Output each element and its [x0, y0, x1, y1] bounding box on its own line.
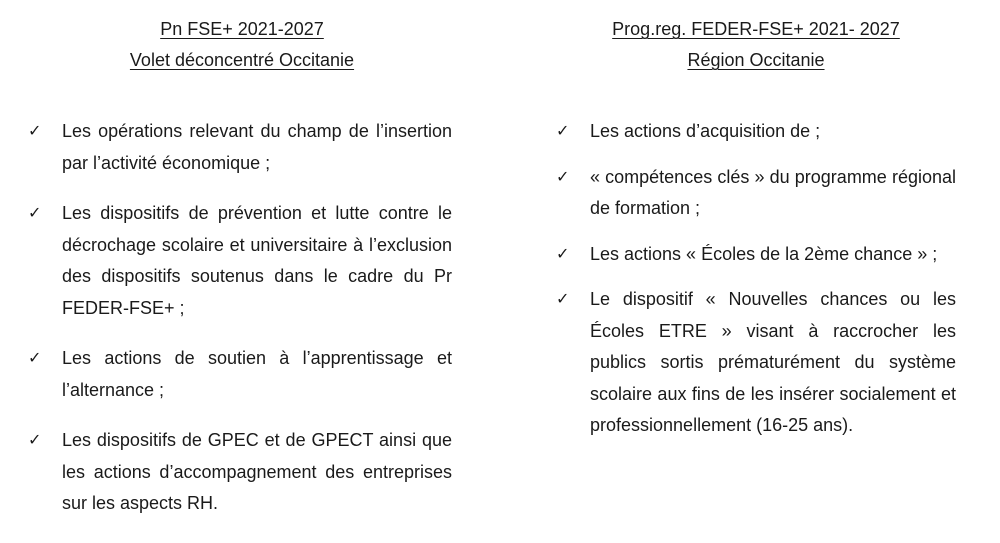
- checkmark-icon: ✓: [28, 432, 42, 449]
- checkmark-icon: ✓: [556, 291, 570, 308]
- right-column: [556, 14, 956, 435]
- left-column-heading: [32, 14, 452, 76]
- list-item-text: Les actions de soutien à l’apprentissage et l’alternance ;: [62, 348, 452, 400]
- left-bullet-list: [28, 116, 452, 539]
- list-item: [28, 116, 452, 179]
- right-title-line1: Prog.reg. FEDER-FSE+ 2021- 2027: [612, 19, 900, 39]
- right-title-line2: Région Occitanie: [687, 50, 825, 70]
- list-item: [556, 116, 956, 148]
- left-title-line2: Volet déconcentré Occitanie: [129, 50, 355, 70]
- checkmark-icon: ✓: [28, 123, 42, 140]
- checkmark-icon: ✓: [556, 245, 570, 263]
- left-column: [28, 14, 452, 513]
- list-item: [28, 425, 452, 520]
- list-item: [556, 284, 956, 442]
- checkmark-icon: ✓: [556, 123, 570, 140]
- right-column-heading: [556, 14, 956, 76]
- list-item-text: Les dispositifs de GPEC et de GPECT ainsi que les actions d’accompagnement des entreprises sur les aspects RH.: [62, 430, 452, 513]
- list-item-text: « compétences clés » du programme régional de formation ;: [590, 166, 956, 218]
- list-item-text: Le dispositif « Nouvelles chances ou les Écoles ETRE » visant à raccrocher les publics sortis prématurément du système scolaire aux fins de les insérer socialement et professionnellement (16-25 ans).: [590, 289, 956, 435]
- left-title-line1: Pn FSE+ 2021-2027: [160, 19, 324, 39]
- checkmark-icon: ✓: [28, 205, 42, 222]
- list-item: [28, 198, 452, 324]
- list-item: [556, 239, 956, 271]
- checkmark-icon: ✓: [28, 350, 42, 367]
- list-item: [556, 162, 956, 225]
- list-item-text: Les actions d’acquisition de ;: [590, 121, 821, 141]
- list-item-text: Les actions « Écoles de la 2ème chance » ;: [590, 243, 938, 264]
- list-item-text: Les opérations relevant du champ de l’insertion par l’activité économique ;: [62, 121, 452, 173]
- right-bullet-list: [556, 116, 956, 456]
- list-item: [28, 343, 452, 406]
- list-item-text: Les dispositifs de prévention et lutte contre le décrochage scolaire et universitaire à l’exclusion des dispositifs soutenus dans le cadre du Pr FEDER-FSE+ ;: [62, 203, 452, 318]
- checkmark-icon: ✓: [556, 168, 570, 186]
